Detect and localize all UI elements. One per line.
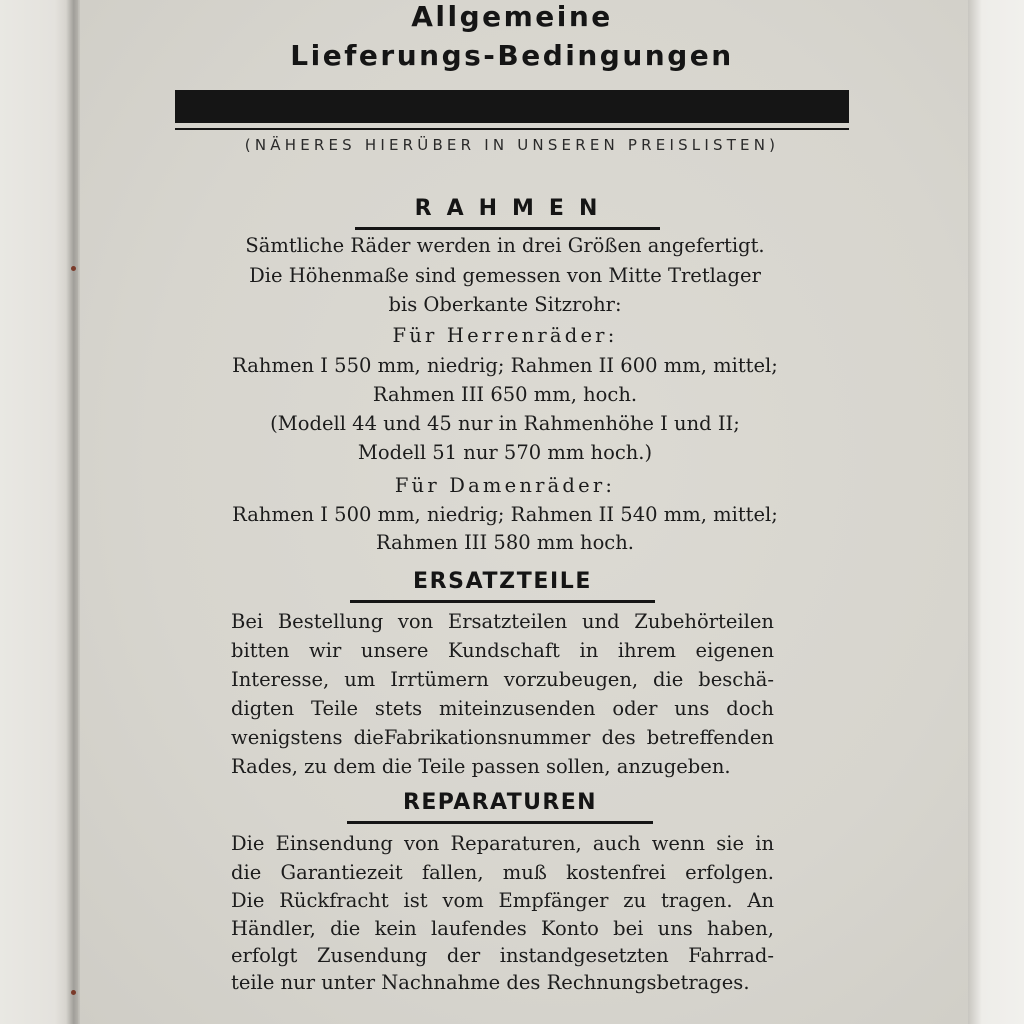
subtitle: (NÄHERES HIERÜBER IN UNSEREN PREISLISTEN) <box>244 136 780 154</box>
damen-line: Rahmen III 580 mm hoch. <box>376 531 634 554</box>
damen-label: Für Damenräder: <box>394 474 616 497</box>
binding-stitch <box>71 990 76 995</box>
rahmen-line: Sämtliche Räder werden in drei Größen angefertigt. <box>245 234 765 257</box>
herren-line: Modell 51 nur 570 mm hoch.) <box>357 441 653 464</box>
damen-line: Rahmen I 500 mm, niedrig; Rahmen II 540 mm, mittel; <box>232 503 778 526</box>
reparaturen-line: Die Rückfracht ist vom Empfänger zu tragen. An <box>231 889 774 912</box>
ersatzteile-line: Bei Bestellung von Ersatzteilen und Zubehörteilen <box>231 610 774 633</box>
title-rule-thin <box>175 128 849 130</box>
background-surface <box>968 0 1024 1024</box>
heading-underline <box>355 227 660 230</box>
herren-line: Rahmen III 650 mm, hoch. <box>372 383 638 406</box>
section-heading-text: RAHMEN <box>414 196 613 221</box>
reparaturen-line: Händler, die kein laufendes Konto bei uns haben, <box>231 917 774 940</box>
reparaturen-line: Die Einsendung von Reparaturen, auch wenn sie in <box>231 832 774 855</box>
binding-gutter <box>66 0 80 1024</box>
herren-line: (Modell 44 und 45 nur in Rahmenhöhe I und II; <box>270 412 740 435</box>
section-heading-reparaturen <box>347 790 653 818</box>
title-line-1: Allgemeine <box>411 0 613 33</box>
rahmen-line: Die Höhenmaße sind gemessen von Mitte Tretlager <box>249 264 761 287</box>
reparaturen-line: erfolgt Zusendung der instandgesetzten Fahrrad- <box>231 944 774 967</box>
title-rule-thick <box>175 90 849 123</box>
section-heading-text: REPARATUREN <box>402 790 597 815</box>
rahmen-line: bis Oberkante Sitzrohr: <box>388 293 622 316</box>
herren-line: Rahmen I 550 mm, niedrig; Rahmen II 600 mm, mittel; <box>232 354 778 377</box>
reparaturen-line: die Garantiezeit fallen, muß kostenfrei erfolgen. <box>231 861 774 884</box>
ersatzteile-line: bitten wir unsere Kundschaft in ihrem eigenen <box>231 639 774 662</box>
ersatzteile-line: Interesse, um Irrtümern vorzubeugen, die beschä- <box>231 668 774 691</box>
section-heading-text: ERSATZTEILE <box>413 569 592 594</box>
heading-underline <box>350 600 655 603</box>
ersatzteile-line: digten Teile stets miteinzusenden oder uns doch <box>231 697 774 720</box>
ersatzteile-line: Rades, zu dem die Teile passen sollen, anzugeben. <box>231 755 731 778</box>
title-line-2: Lieferungs-Bedingungen <box>290 39 734 72</box>
ersatzteile-line: wenigstens dieFabrikationsnummer des betreffenden <box>231 726 774 749</box>
binding-stitch <box>71 266 76 271</box>
heading-underline <box>347 821 653 824</box>
section-heading-ersatzteile <box>350 569 655 597</box>
section-heading-rahmen <box>355 196 660 224</box>
herren-label: Für Herrenräder: <box>392 324 618 347</box>
reparaturen-line: teile nur unter Nachnahme des Rechnungsbetrages. <box>231 971 750 994</box>
